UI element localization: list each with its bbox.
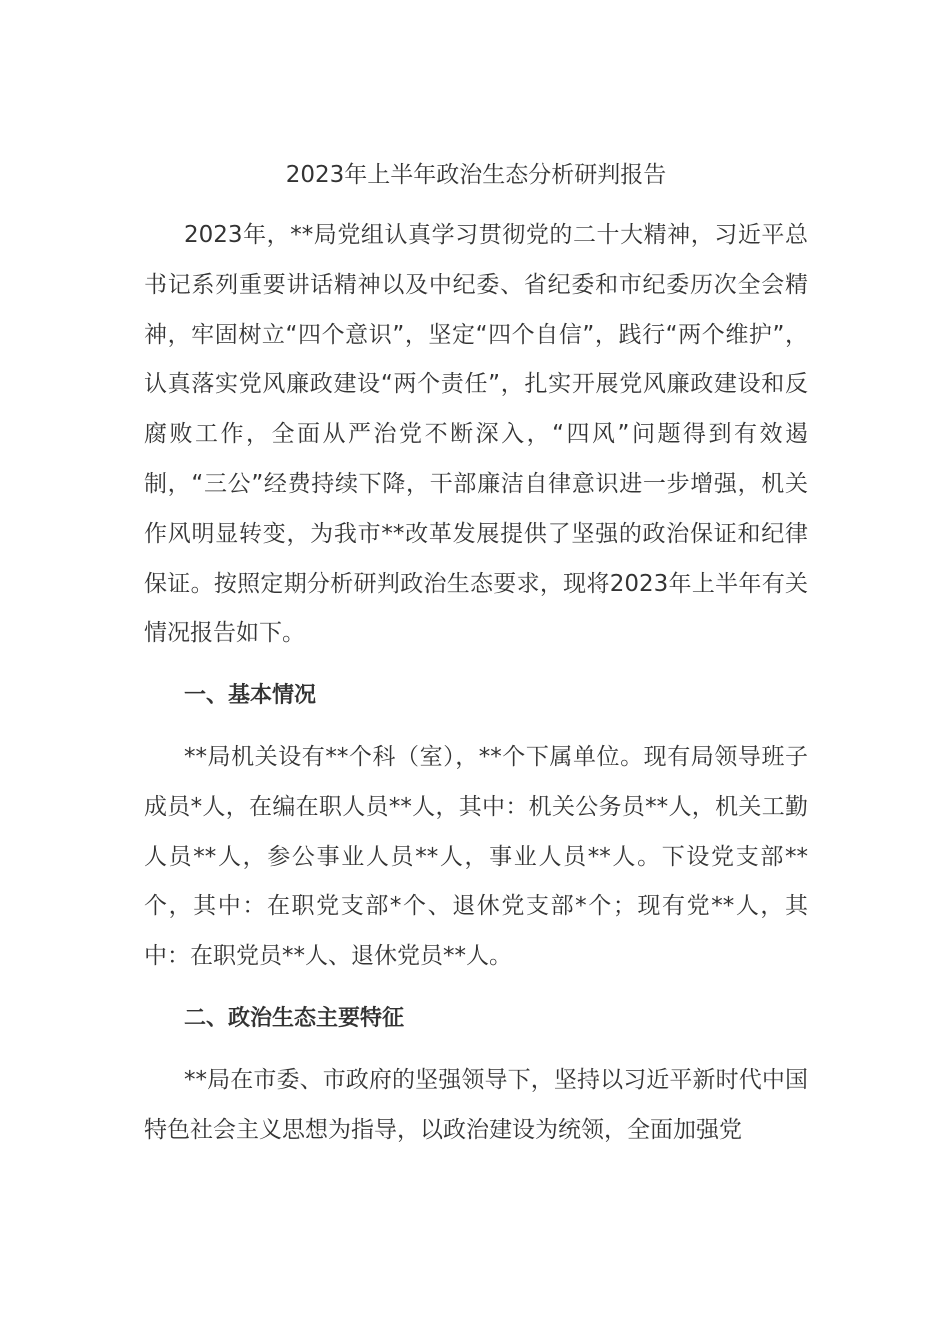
spacer: [144, 721, 808, 733]
intro-paragraph: 2023年，**局党组认真学习贯彻党的二十大精神，习近平总书记系列重要讲话精神以及中纪委、省纪委和市纪委历次全会精神，牢固树立“四个意识”，坚定“四个自信”，践行“两个维护”，认真落实党风廉政建设“两个责任”，扎实开展党风廉政建设和反腐败工作，全面从严治党不断深入，“四风”问题得到有效遏制，“三公”经费持续下降，干部廉洁自律意识进一步增强，机关作风明显转变，为我市**改革发展提供了坚强的政治保证和纪律保证。按照定期分析研判政治生态要求，现将2023年上半年有关情况报告如下。: [144, 222, 808, 647]
spacer: [144, 200, 808, 211]
section-heading-political-features: 二、政治生态主要特征: [184, 1005, 405, 1031]
spacer: [144, 659, 808, 671]
document-body: [144, 150, 808, 1155]
section-paragraph-basic-info: **局机关设有**个科（室），**个下属单位。现有局领导班子成员*人，在编在职人员**人，其中：机关公务员**人，机关工勤人员**人，参公事业人员**人，事业人员**人。下设党支部**个，其中：在职党支部*个、退休党支部*个；现有党**人，其中：在职党员**人、退休党员**人。: [144, 743, 808, 970]
spacer: [144, 982, 808, 994]
spacer: [144, 1044, 808, 1056]
section-heading-basic-info: 一、基本情况: [184, 683, 317, 709]
document-title: 2023年上半年政治生态分析研判报告: [285, 162, 667, 188]
section-paragraph-political-features: **局在市委、市政府的坚强领导下，坚持以习近平新时代中国特色社会主义思想为指导，以政治建设为统领，全面加强党: [144, 1066, 808, 1143]
